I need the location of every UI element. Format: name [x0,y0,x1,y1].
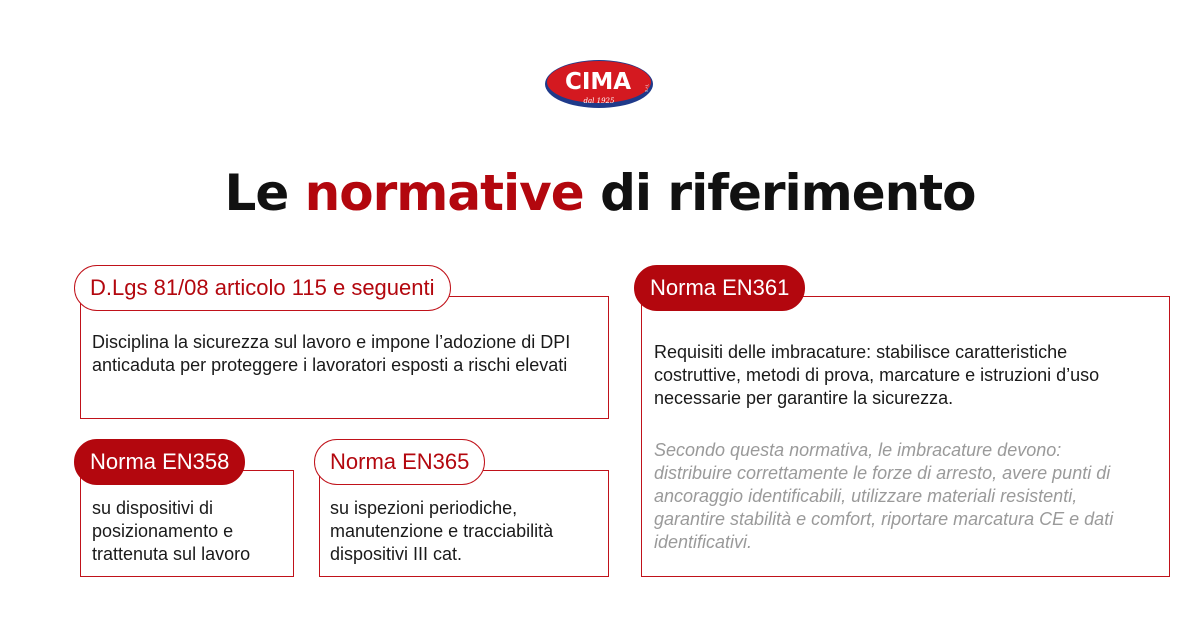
logo-subtext: dal 1925 [583,97,615,105]
dlgs-card-text: Disciplina la sicurezza sul lavoro e impone l’adozione di DPI anticaduta per proteggere i lavoratori esposti a rischi elevati [92,332,571,375]
en361-card-text: Requisiti delle imbracature: stabilisce caratteristiche costruttive, metodi di prova, marcature e istruzioni d’uso necessarie per garantire la sicurezza. [654,342,1100,408]
page-title [0,160,1200,226]
en358-card-label: Norma EN358 [74,439,245,485]
en365-card-text: su ispezioni periodiche, manutenzione e tracciabilità dispositivi III cat. [330,498,554,564]
logo-text: CIMA [564,69,632,95]
en358-card-text: su dispositivi di posizionamento e trattenuta sul lavoro [92,498,251,564]
en365-card-label: Norma EN365 [314,439,485,485]
title-prefix: Le [224,164,289,222]
title-highlight: normative [304,164,584,222]
cima-logo-graphic [544,58,656,110]
cima-logo [544,58,656,110]
title-suffix: di riferimento [600,164,976,222]
en361-card-label: Norma EN361 [634,265,805,311]
dlgs-card-label: D.Lgs 81/08 articolo 115 e seguenti [74,265,451,311]
logo-mark: s.r.l. [643,83,650,93]
en361-card-note: Secondo questa normativa, le imbracature devono: distribuire correttamente le forze di arresto, avere punti di ancoraggio identificabili, utilizzare materiali resistenti, garantire stabilità e comfort, riportare marcatura CE e dati identificativi. [654,440,1114,552]
